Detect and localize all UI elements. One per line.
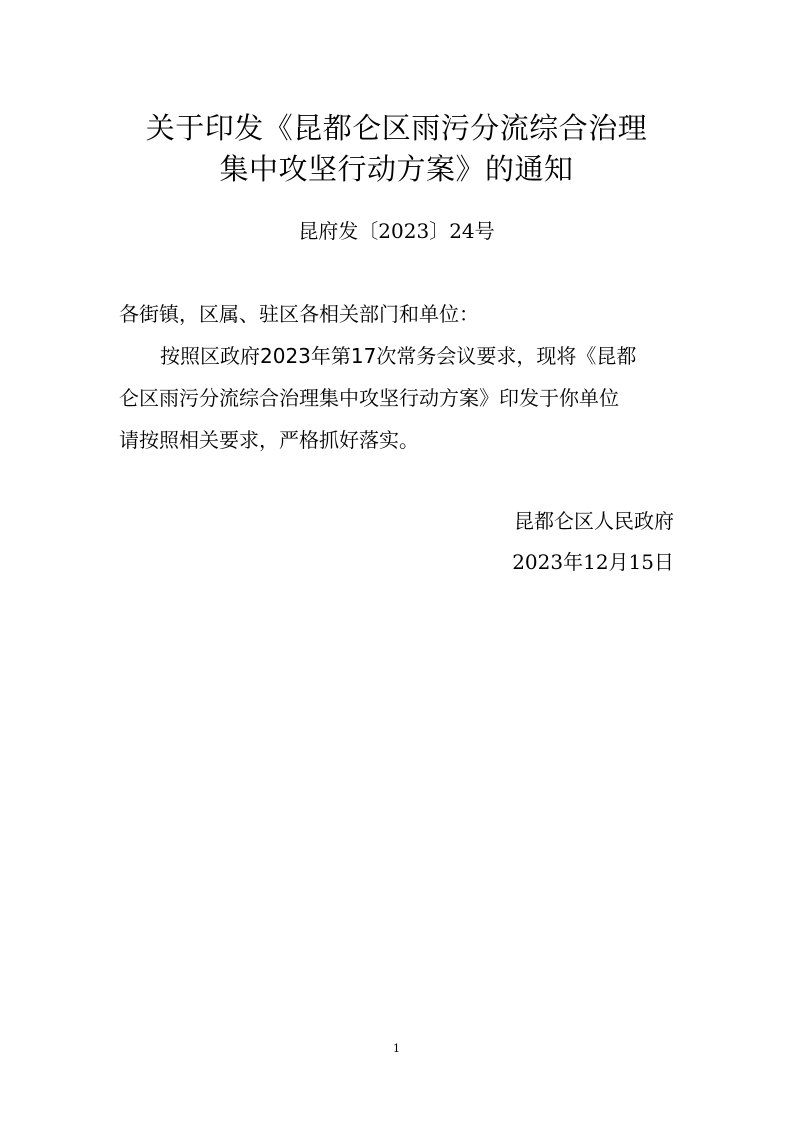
signature-date: 2023年12月15日 [512,550,674,574]
body-line: 仑区雨污分流综合治理集中攻坚行动方案》印发于你单位 [119,386,619,410]
document-number: 昆府发〔2023〕24号 [298,219,495,243]
body-line: 请按照相关要求，严格抓好落实。 [119,428,419,452]
salutation: 各街镇，区属、驻区各相关部门和单位： [119,302,479,326]
page-number: 1 [393,1042,400,1055]
document-title-line-1: 关于印发《昆都仑区雨污分流综合治理 [145,111,648,145]
signature-organization: 昆都仑区人民政府 [514,509,674,533]
body-line: 按照区政府2023年第17次常务会议要求，现将《昆都 [160,344,637,368]
document-title-line-2: 集中攻坚行动方案》的通知 [219,152,574,186]
